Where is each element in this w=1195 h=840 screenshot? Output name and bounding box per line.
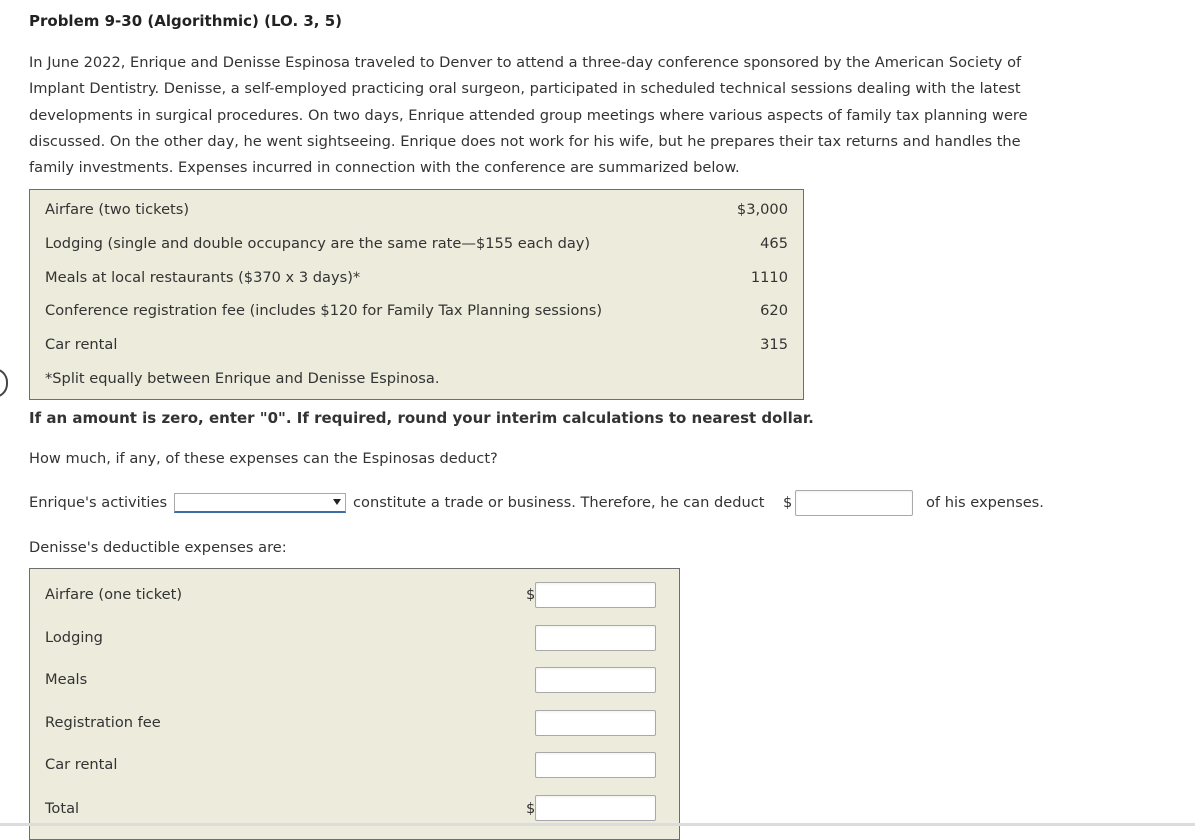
expense-value-lodging: 465 bbox=[760, 235, 788, 252]
car-rental-input[interactable] bbox=[535, 752, 656, 778]
intro-line: discussed. On the other day, he went sightseeing. Enrique does not work for his wife, but he prepares their tax returns and handles the bbox=[29, 132, 1021, 150]
expense-label-meals: Meals at local restaurants ($370 x 3 days)* bbox=[45, 269, 361, 286]
intro-line: In June 2022, Enrique and Denisse Espinosa traveled to Denver to attend a three-day conference sponsored by the American Society of bbox=[29, 54, 1022, 71]
problem-intro bbox=[29, 50, 1069, 181]
instruction-text: If an amount is zero, enter "0". If required, round your interim calculations to nearest dollar. bbox=[29, 409, 814, 427]
enrique-activities-select[interactable] bbox=[174, 493, 346, 513]
dollar-sign: $ bbox=[783, 494, 793, 511]
meals-input[interactable] bbox=[535, 667, 656, 693]
expense-value-car-rental: 315 bbox=[760, 336, 788, 353]
enrique-deduct-input[interactable] bbox=[795, 490, 913, 516]
question-text: How much, if any, of these expenses can the Espinosas deduct? bbox=[29, 450, 498, 467]
deduction-label-airfare: Airfare (one ticket) bbox=[45, 586, 183, 603]
intro-line: Implant Dentistry. Denisse, a self-employed practicing oral surgeon, participated in scheduled technical sessions dealing with the latest bbox=[29, 80, 1021, 98]
deduction-label-car-rental: Car rental bbox=[45, 756, 118, 773]
chevron-down-icon bbox=[333, 499, 341, 505]
expense-label-airfare: Airfare (two tickets) bbox=[45, 201, 190, 218]
expense-footnote: *Split equally between Enrique and Denisse Espinosa. bbox=[45, 370, 440, 387]
problem-title: Problem 9-30 (Algorithmic) (LO. 3, 5) bbox=[29, 12, 343, 30]
dollar-sign: $ bbox=[526, 800, 536, 817]
dollar-sign: $ bbox=[526, 586, 536, 603]
expense-label-car-rental: Car rental bbox=[45, 336, 118, 353]
intro-line: family investments. Expenses incurred in connection with the conference are summarized below. bbox=[29, 159, 740, 177]
denisse-deductions-table bbox=[29, 568, 680, 840]
expense-table bbox=[29, 189, 804, 400]
enrique-suffix: of his expenses. bbox=[926, 494, 1044, 511]
registration-fee-input[interactable] bbox=[535, 710, 656, 736]
intro-line: developments in surgical procedures. On two days, Enrique attended group meetings where various aspects of family tax planning were bbox=[29, 106, 1028, 124]
expense-value-registration: 620 bbox=[760, 302, 788, 319]
total-input[interactable] bbox=[535, 795, 656, 821]
deduction-label-meals: Meals bbox=[45, 671, 88, 688]
lodging-input[interactable] bbox=[535, 625, 656, 651]
expense-value-airfare: $3,000 bbox=[736, 201, 788, 218]
denisse-heading: Denisse's deductible expenses are: bbox=[29, 539, 287, 556]
expense-label-registration: Conference registration fee (includes $120 for Family Tax Planning sessions) bbox=[45, 302, 603, 319]
deduction-label-registration: Registration fee bbox=[45, 714, 161, 731]
enrique-middle-text: constitute a trade or business. Therefore, he can deduct bbox=[353, 494, 765, 511]
deduction-label-total: Total bbox=[45, 800, 80, 817]
bracket-decoration bbox=[0, 368, 8, 398]
airfare-input[interactable] bbox=[535, 582, 656, 608]
deduction-label-lodging: Lodging bbox=[45, 629, 103, 646]
expense-label-lodging: Lodging (single and double occupancy are the same rate—$155 each day) bbox=[45, 235, 591, 252]
enrique-prefix: Enrique's activities bbox=[29, 494, 168, 511]
expense-value-meals: 1110 bbox=[750, 269, 788, 286]
